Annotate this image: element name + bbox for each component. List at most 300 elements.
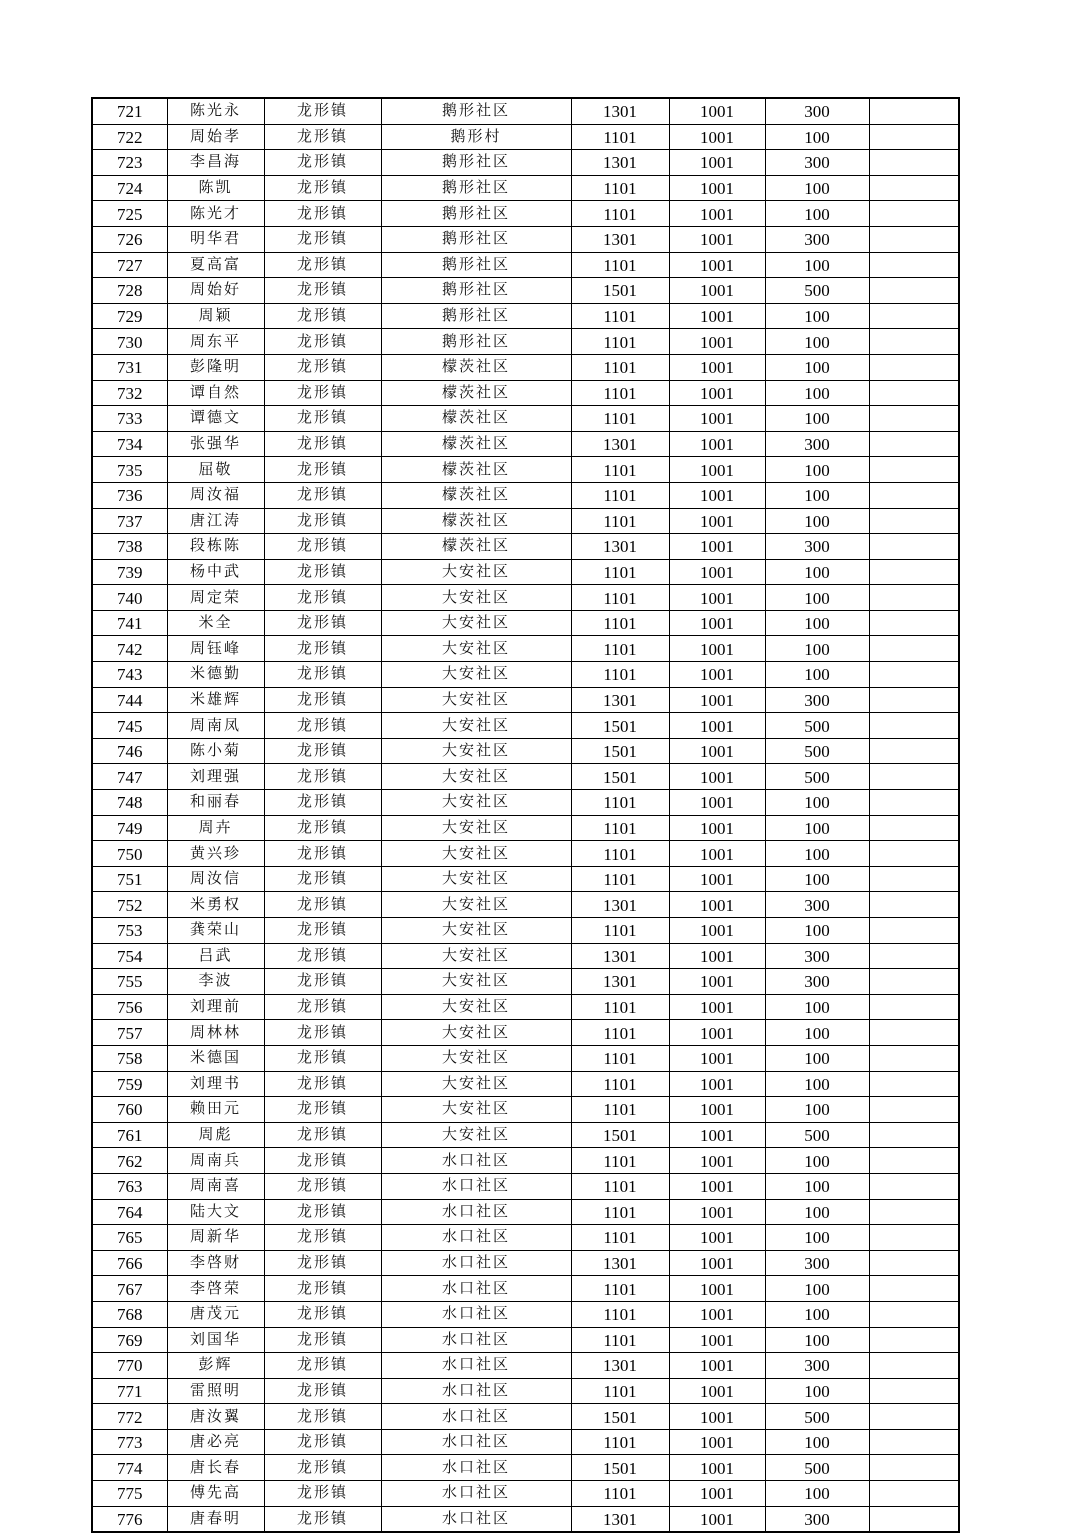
- cell-community: 大安社区: [381, 943, 571, 969]
- cell-community: 水口社区: [381, 1455, 571, 1481]
- cell-code-b: 1001: [669, 1148, 765, 1174]
- cell-community: 大安社区: [381, 687, 571, 713]
- table-row: [92, 1071, 959, 1097]
- cell-town: 龙形镇: [264, 1327, 381, 1353]
- cell-code-b: 1001: [669, 150, 765, 176]
- cell-remark: [869, 1301, 959, 1327]
- cell-row-number: 764: [92, 1199, 167, 1225]
- cell-code-b: 1001: [669, 1071, 765, 1097]
- table-row: [92, 1404, 959, 1430]
- cell-remark: [869, 662, 959, 688]
- cell-row-number: 727: [92, 252, 167, 278]
- cell-row-number: 743: [92, 662, 167, 688]
- cell-name: 周钰峰: [167, 636, 264, 662]
- table-row: [92, 201, 959, 227]
- cell-code-a: 1101: [571, 559, 669, 585]
- table-row: [92, 713, 959, 739]
- table-row: [92, 1020, 959, 1046]
- cell-code-a: 1101: [571, 815, 669, 841]
- cell-amount: 100: [765, 866, 869, 892]
- cell-community: 水口社区: [381, 1225, 571, 1251]
- cell-name: 吕武: [167, 943, 264, 969]
- cell-name: 夏高富: [167, 252, 264, 278]
- cell-town: 龙形镇: [264, 1020, 381, 1046]
- cell-code-a: 1101: [571, 1199, 669, 1225]
- cell-town: 龙形镇: [264, 124, 381, 150]
- cell-remark: [869, 150, 959, 176]
- cell-amount: 300: [765, 98, 869, 124]
- cell-amount: 100: [765, 303, 869, 329]
- cell-name: 刘理书: [167, 1071, 264, 1097]
- cell-community: 大安社区: [381, 892, 571, 918]
- cell-amount: 500: [765, 738, 869, 764]
- cell-code-a: 1101: [571, 1020, 669, 1046]
- cell-name: 傅先高: [167, 1481, 264, 1507]
- table-row: [92, 150, 959, 176]
- cell-amount: 100: [765, 1225, 869, 1251]
- cell-remark: [869, 380, 959, 406]
- cell-town: 龙形镇: [264, 329, 381, 355]
- cell-remark: [869, 175, 959, 201]
- cell-code-a: 1101: [571, 610, 669, 636]
- table-row: [92, 1097, 959, 1123]
- cell-name: 陈光永: [167, 98, 264, 124]
- table-row: [92, 636, 959, 662]
- cell-name: 周彪: [167, 1122, 264, 1148]
- cell-code-b: 1001: [669, 610, 765, 636]
- cell-amount: 100: [765, 1429, 869, 1455]
- cell-town: 龙形镇: [264, 226, 381, 252]
- table-row: [92, 354, 959, 380]
- cell-row-number: 765: [92, 1225, 167, 1251]
- cell-row-number: 726: [92, 226, 167, 252]
- cell-community: 大安社区: [381, 815, 571, 841]
- cell-row-number: 744: [92, 687, 167, 713]
- cell-row-number: 749: [92, 815, 167, 841]
- cell-code-b: 1001: [669, 738, 765, 764]
- cell-amount: 500: [765, 278, 869, 304]
- cell-code-b: 1001: [669, 252, 765, 278]
- cell-name: 唐汝翼: [167, 1404, 264, 1430]
- cell-remark: [869, 124, 959, 150]
- cell-code-b: 1001: [669, 969, 765, 995]
- cell-code-a: 1301: [571, 226, 669, 252]
- cell-row-number: 754: [92, 943, 167, 969]
- cell-town: 龙形镇: [264, 431, 381, 457]
- cell-name: 刘国华: [167, 1327, 264, 1353]
- cell-amount: 500: [765, 1455, 869, 1481]
- cell-row-number: 734: [92, 431, 167, 457]
- cell-community: 大安社区: [381, 918, 571, 944]
- cell-row-number: 739: [92, 559, 167, 585]
- table-row: [92, 406, 959, 432]
- cell-name: 李啓荣: [167, 1276, 264, 1302]
- table-row: [92, 1199, 959, 1225]
- cell-community: 檬茨社区: [381, 457, 571, 483]
- cell-row-number: 772: [92, 1404, 167, 1430]
- cell-remark: [869, 457, 959, 483]
- cell-town: 龙形镇: [264, 1071, 381, 1097]
- cell-code-b: 1001: [669, 918, 765, 944]
- cell-remark: [869, 1250, 959, 1276]
- cell-remark: [869, 508, 959, 534]
- cell-community: 大安社区: [381, 994, 571, 1020]
- cell-amount: 100: [765, 1276, 869, 1302]
- cell-row-number: 742: [92, 636, 167, 662]
- cell-name: 唐茂元: [167, 1301, 264, 1327]
- cell-code-a: 1101: [571, 1327, 669, 1353]
- cell-community: 大安社区: [381, 1020, 571, 1046]
- cell-remark: [869, 610, 959, 636]
- cell-remark: [869, 585, 959, 611]
- cell-row-number: 745: [92, 713, 167, 739]
- cell-code-a: 1501: [571, 1122, 669, 1148]
- cell-amount: 100: [765, 662, 869, 688]
- cell-row-number: 759: [92, 1071, 167, 1097]
- cell-code-b: 1001: [669, 585, 765, 611]
- cell-code-b: 1001: [669, 406, 765, 432]
- cell-community: 大安社区: [381, 713, 571, 739]
- table-row: [92, 457, 959, 483]
- cell-row-number: 769: [92, 1327, 167, 1353]
- cell-amount: 300: [765, 687, 869, 713]
- cell-name: 周卉: [167, 815, 264, 841]
- cell-row-number: 751: [92, 866, 167, 892]
- table-row: [92, 764, 959, 790]
- table-row: [92, 1225, 959, 1251]
- cell-remark: [869, 1429, 959, 1455]
- cell-amount: 100: [765, 1097, 869, 1123]
- cell-amount: 100: [765, 1481, 869, 1507]
- cell-town: 龙形镇: [264, 175, 381, 201]
- table-row: [92, 1481, 959, 1507]
- cell-code-a: 1101: [571, 1481, 669, 1507]
- table-row: [92, 918, 959, 944]
- cell-community: 鹅形社区: [381, 278, 571, 304]
- cell-row-number: 721: [92, 98, 167, 124]
- cell-code-b: 1001: [669, 815, 765, 841]
- cell-amount: 100: [765, 124, 869, 150]
- cell-town: 龙形镇: [264, 687, 381, 713]
- cell-remark: [869, 738, 959, 764]
- cell-town: 龙形镇: [264, 534, 381, 560]
- cell-row-number: 753: [92, 918, 167, 944]
- table-row: [92, 1429, 959, 1455]
- cell-row-number: 763: [92, 1173, 167, 1199]
- cell-community: 大安社区: [381, 969, 571, 995]
- table-row: [92, 508, 959, 534]
- cell-name: 谭德文: [167, 406, 264, 432]
- cell-community: 水口社区: [381, 1148, 571, 1174]
- cell-remark: [869, 1481, 959, 1507]
- cell-town: 龙形镇: [264, 252, 381, 278]
- cell-community: 水口社区: [381, 1173, 571, 1199]
- cell-remark: [869, 1404, 959, 1430]
- cell-name: 米德国: [167, 1045, 264, 1071]
- cell-town: 龙形镇: [264, 969, 381, 995]
- cell-row-number: 723: [92, 150, 167, 176]
- cell-amount: 100: [765, 994, 869, 1020]
- cell-remark: [869, 764, 959, 790]
- cell-community: 水口社区: [381, 1378, 571, 1404]
- cell-code-a: 1101: [571, 175, 669, 201]
- cell-code-b: 1001: [669, 559, 765, 585]
- cell-amount: 100: [765, 1378, 869, 1404]
- cell-town: 龙形镇: [264, 1378, 381, 1404]
- cell-row-number: 755: [92, 969, 167, 995]
- cell-community: 水口社区: [381, 1199, 571, 1225]
- cell-community: 大安社区: [381, 1045, 571, 1071]
- cell-row-number: 771: [92, 1378, 167, 1404]
- cell-town: 龙形镇: [264, 354, 381, 380]
- cell-code-a: 1101: [571, 406, 669, 432]
- table-row: [92, 738, 959, 764]
- cell-name: 唐长春: [167, 1455, 264, 1481]
- cell-name: 段栋陈: [167, 534, 264, 560]
- cell-town: 龙形镇: [264, 1276, 381, 1302]
- cell-community: 鹅形社区: [381, 175, 571, 201]
- cell-row-number: 733: [92, 406, 167, 432]
- table-row: [92, 98, 959, 124]
- cell-town: 龙形镇: [264, 1506, 381, 1532]
- cell-code-a: 1101: [571, 866, 669, 892]
- cell-code-a: 1101: [571, 1276, 669, 1302]
- cell-remark: [869, 918, 959, 944]
- cell-row-number: 736: [92, 482, 167, 508]
- cell-town: 龙形镇: [264, 278, 381, 304]
- cell-code-a: 1101: [571, 1045, 669, 1071]
- cell-code-a: 1301: [571, 98, 669, 124]
- cell-row-number: 728: [92, 278, 167, 304]
- cell-name: 陆大文: [167, 1199, 264, 1225]
- cell-town: 龙形镇: [264, 943, 381, 969]
- cell-name: 彭隆明: [167, 354, 264, 380]
- cell-row-number: 741: [92, 610, 167, 636]
- table-row: [92, 1378, 959, 1404]
- cell-amount: 100: [765, 329, 869, 355]
- cell-amount: 100: [765, 406, 869, 432]
- cell-code-b: 1001: [669, 1506, 765, 1532]
- cell-row-number: 750: [92, 841, 167, 867]
- cell-name: 周始孝: [167, 124, 264, 150]
- cell-row-number: 740: [92, 585, 167, 611]
- table-row: [92, 866, 959, 892]
- cell-amount: 500: [765, 713, 869, 739]
- cell-row-number: 758: [92, 1045, 167, 1071]
- cell-name: 周南兵: [167, 1148, 264, 1174]
- cell-row-number: 767: [92, 1276, 167, 1302]
- cell-code-b: 1001: [669, 841, 765, 867]
- cell-town: 龙形镇: [264, 1455, 381, 1481]
- cell-row-number: 730: [92, 329, 167, 355]
- cell-name: 赖田元: [167, 1097, 264, 1123]
- table-row: [92, 662, 959, 688]
- cell-code-b: 1001: [669, 1045, 765, 1071]
- table-row: [92, 1122, 959, 1148]
- cell-code-b: 1001: [669, 482, 765, 508]
- table-row: [92, 790, 959, 816]
- cell-row-number: 725: [92, 201, 167, 227]
- cell-code-b: 1001: [669, 1481, 765, 1507]
- cell-town: 龙形镇: [264, 662, 381, 688]
- cell-row-number: 731: [92, 354, 167, 380]
- cell-remark: [869, 559, 959, 585]
- cell-community: 水口社区: [381, 1250, 571, 1276]
- cell-amount: 100: [765, 508, 869, 534]
- cell-row-number: 762: [92, 1148, 167, 1174]
- cell-code-a: 1501: [571, 1455, 669, 1481]
- cell-town: 龙形镇: [264, 1173, 381, 1199]
- cell-code-b: 1001: [669, 534, 765, 560]
- table-row: [92, 841, 959, 867]
- table-body: [92, 98, 959, 1532]
- cell-remark: [869, 406, 959, 432]
- cell-remark: [869, 278, 959, 304]
- cell-name: 唐必亮: [167, 1429, 264, 1455]
- cell-name: 陈凯: [167, 175, 264, 201]
- cell-code-a: 1101: [571, 585, 669, 611]
- cell-amount: 100: [765, 1020, 869, 1046]
- cell-community: 鹅形社区: [381, 98, 571, 124]
- cell-remark: [869, 841, 959, 867]
- cell-town: 龙形镇: [264, 1148, 381, 1174]
- cell-amount: 300: [765, 1250, 869, 1276]
- cell-row-number: 724: [92, 175, 167, 201]
- cell-town: 龙形镇: [264, 790, 381, 816]
- cell-town: 龙形镇: [264, 841, 381, 867]
- table-row: [92, 969, 959, 995]
- table-row: [92, 1506, 959, 1532]
- cell-town: 龙形镇: [264, 1481, 381, 1507]
- cell-remark: [869, 1327, 959, 1353]
- cell-town: 龙形镇: [264, 201, 381, 227]
- cell-code-a: 1501: [571, 764, 669, 790]
- cell-name: 米德勤: [167, 662, 264, 688]
- cell-town: 龙形镇: [264, 559, 381, 585]
- table-row: [92, 252, 959, 278]
- cell-code-b: 1001: [669, 380, 765, 406]
- cell-code-b: 1001: [669, 1225, 765, 1251]
- cell-town: 龙形镇: [264, 1353, 381, 1379]
- cell-code-b: 1001: [669, 1353, 765, 1379]
- cell-code-a: 1101: [571, 790, 669, 816]
- cell-community: 鹅形社区: [381, 150, 571, 176]
- cell-code-b: 1001: [669, 1250, 765, 1276]
- table-row: [92, 329, 959, 355]
- cell-amount: 300: [765, 969, 869, 995]
- cell-remark: [869, 1122, 959, 1148]
- cell-code-a: 1101: [571, 1071, 669, 1097]
- cell-name: 米全: [167, 610, 264, 636]
- table-row: [92, 278, 959, 304]
- cell-code-a: 1301: [571, 431, 669, 457]
- cell-town: 龙形镇: [264, 1250, 381, 1276]
- cell-code-b: 1001: [669, 1301, 765, 1327]
- cell-code-b: 1001: [669, 226, 765, 252]
- cell-community: 水口社区: [381, 1276, 571, 1302]
- cell-amount: 300: [765, 943, 869, 969]
- cell-amount: 100: [765, 585, 869, 611]
- cell-name: 陈光才: [167, 201, 264, 227]
- cell-amount: 100: [765, 1148, 869, 1174]
- cell-code-b: 1001: [669, 1199, 765, 1225]
- cell-remark: [869, 252, 959, 278]
- cell-town: 龙形镇: [264, 380, 381, 406]
- cell-code-a: 1101: [571, 1301, 669, 1327]
- table-row: [92, 431, 959, 457]
- cell-amount: 100: [765, 201, 869, 227]
- cell-community: 水口社区: [381, 1481, 571, 1507]
- cell-row-number: 722: [92, 124, 167, 150]
- cell-remark: [869, 98, 959, 124]
- cell-remark: [869, 815, 959, 841]
- cell-amount: 100: [765, 354, 869, 380]
- cell-community: 大安社区: [381, 841, 571, 867]
- cell-name: 陈小菊: [167, 738, 264, 764]
- cell-town: 龙形镇: [264, 1301, 381, 1327]
- cell-code-b: 1001: [669, 764, 765, 790]
- cell-amount: 500: [765, 764, 869, 790]
- cell-remark: [869, 1455, 959, 1481]
- cell-name: 张强华: [167, 431, 264, 457]
- cell-name: 周汝福: [167, 482, 264, 508]
- cell-code-a: 1101: [571, 1148, 669, 1174]
- cell-remark: [869, 354, 959, 380]
- cell-amount: 100: [765, 1071, 869, 1097]
- cell-amount: 300: [765, 431, 869, 457]
- cell-community: 大安社区: [381, 1122, 571, 1148]
- table-row: [92, 534, 959, 560]
- cell-row-number: 770: [92, 1353, 167, 1379]
- cell-amount: 100: [765, 790, 869, 816]
- cell-amount: 100: [765, 482, 869, 508]
- table-row: [92, 1301, 959, 1327]
- cell-code-b: 1001: [669, 303, 765, 329]
- cell-community: 大安社区: [381, 790, 571, 816]
- cell-name: 唐江涛: [167, 508, 264, 534]
- cell-amount: 100: [765, 1301, 869, 1327]
- cell-amount: 100: [765, 1173, 869, 1199]
- cell-town: 龙形镇: [264, 1225, 381, 1251]
- cell-code-a: 1301: [571, 534, 669, 560]
- cell-town: 龙形镇: [264, 98, 381, 124]
- table-row: [92, 610, 959, 636]
- cell-name: 唐春明: [167, 1506, 264, 1532]
- cell-town: 龙形镇: [264, 1404, 381, 1430]
- cell-name: 周南凤: [167, 713, 264, 739]
- cell-code-a: 1101: [571, 1225, 669, 1251]
- cell-row-number: 746: [92, 738, 167, 764]
- cell-code-a: 1101: [571, 508, 669, 534]
- cell-town: 龙形镇: [264, 150, 381, 176]
- cell-row-number: 768: [92, 1301, 167, 1327]
- cell-town: 龙形镇: [264, 1045, 381, 1071]
- cell-code-a: 1101: [571, 303, 669, 329]
- cell-name: 刘理前: [167, 994, 264, 1020]
- cell-row-number: 773: [92, 1429, 167, 1455]
- cell-code-b: 1001: [669, 354, 765, 380]
- cell-code-b: 1001: [669, 329, 765, 355]
- cell-community: 大安社区: [381, 559, 571, 585]
- cell-community: 檬茨社区: [381, 508, 571, 534]
- cell-community: 水口社区: [381, 1429, 571, 1455]
- cell-town: 龙形镇: [264, 892, 381, 918]
- cell-name: 李波: [167, 969, 264, 995]
- cell-remark: [869, 431, 959, 457]
- cell-code-b: 1001: [669, 1020, 765, 1046]
- cell-code-a: 1101: [571, 457, 669, 483]
- cell-code-b: 1001: [669, 1429, 765, 1455]
